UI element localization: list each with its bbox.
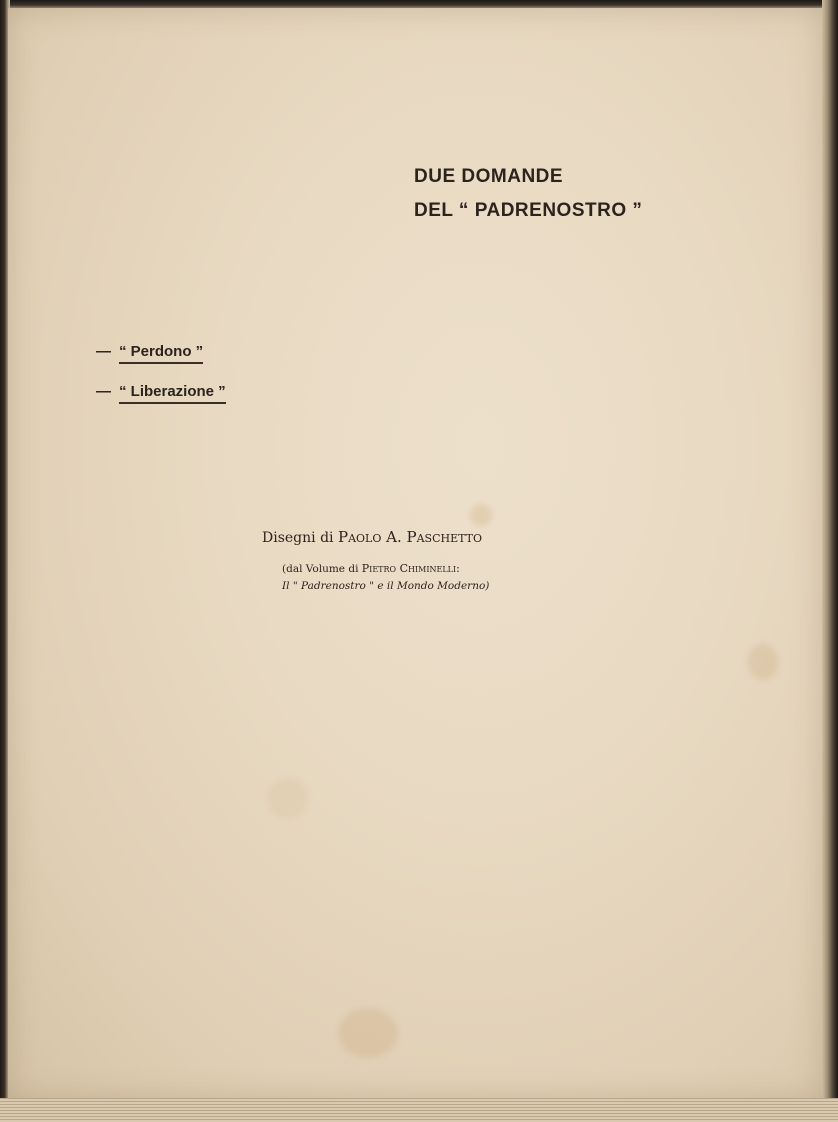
paper-stain (748, 644, 778, 680)
title-line-1: DUE DOMANDE (414, 166, 564, 187)
credit-artist: Paolo A. Paschetto (337, 528, 483, 546)
title-line-2: DEL “ PADRENOSTRO ” (414, 200, 643, 221)
list-item-label: “ Liberazione ” (119, 383, 226, 404)
list-dash: — (96, 343, 111, 360)
list-item (96, 343, 203, 360)
credit-prefix: Disegni di (262, 530, 334, 546)
list-item-label: “ Perdono ” (119, 343, 203, 364)
source-note (282, 560, 489, 595)
list-item (96, 383, 226, 400)
paper-stain (268, 778, 308, 818)
source-line-1 (282, 560, 489, 578)
paper-stain (470, 504, 492, 526)
source-author: Pietro Chiminelli: (361, 562, 460, 575)
paper-stain (338, 1008, 398, 1058)
list-dash: — (96, 383, 111, 400)
book-edge-right (822, 0, 838, 1122)
source-line-2: Il " Padrenostro " e il Mondo Moderno) (282, 580, 490, 592)
page-title (414, 160, 642, 228)
illustration-credit (262, 528, 482, 546)
book-bottom-edge (0, 1098, 838, 1122)
source-prefix: (dal Volume di (282, 563, 359, 575)
